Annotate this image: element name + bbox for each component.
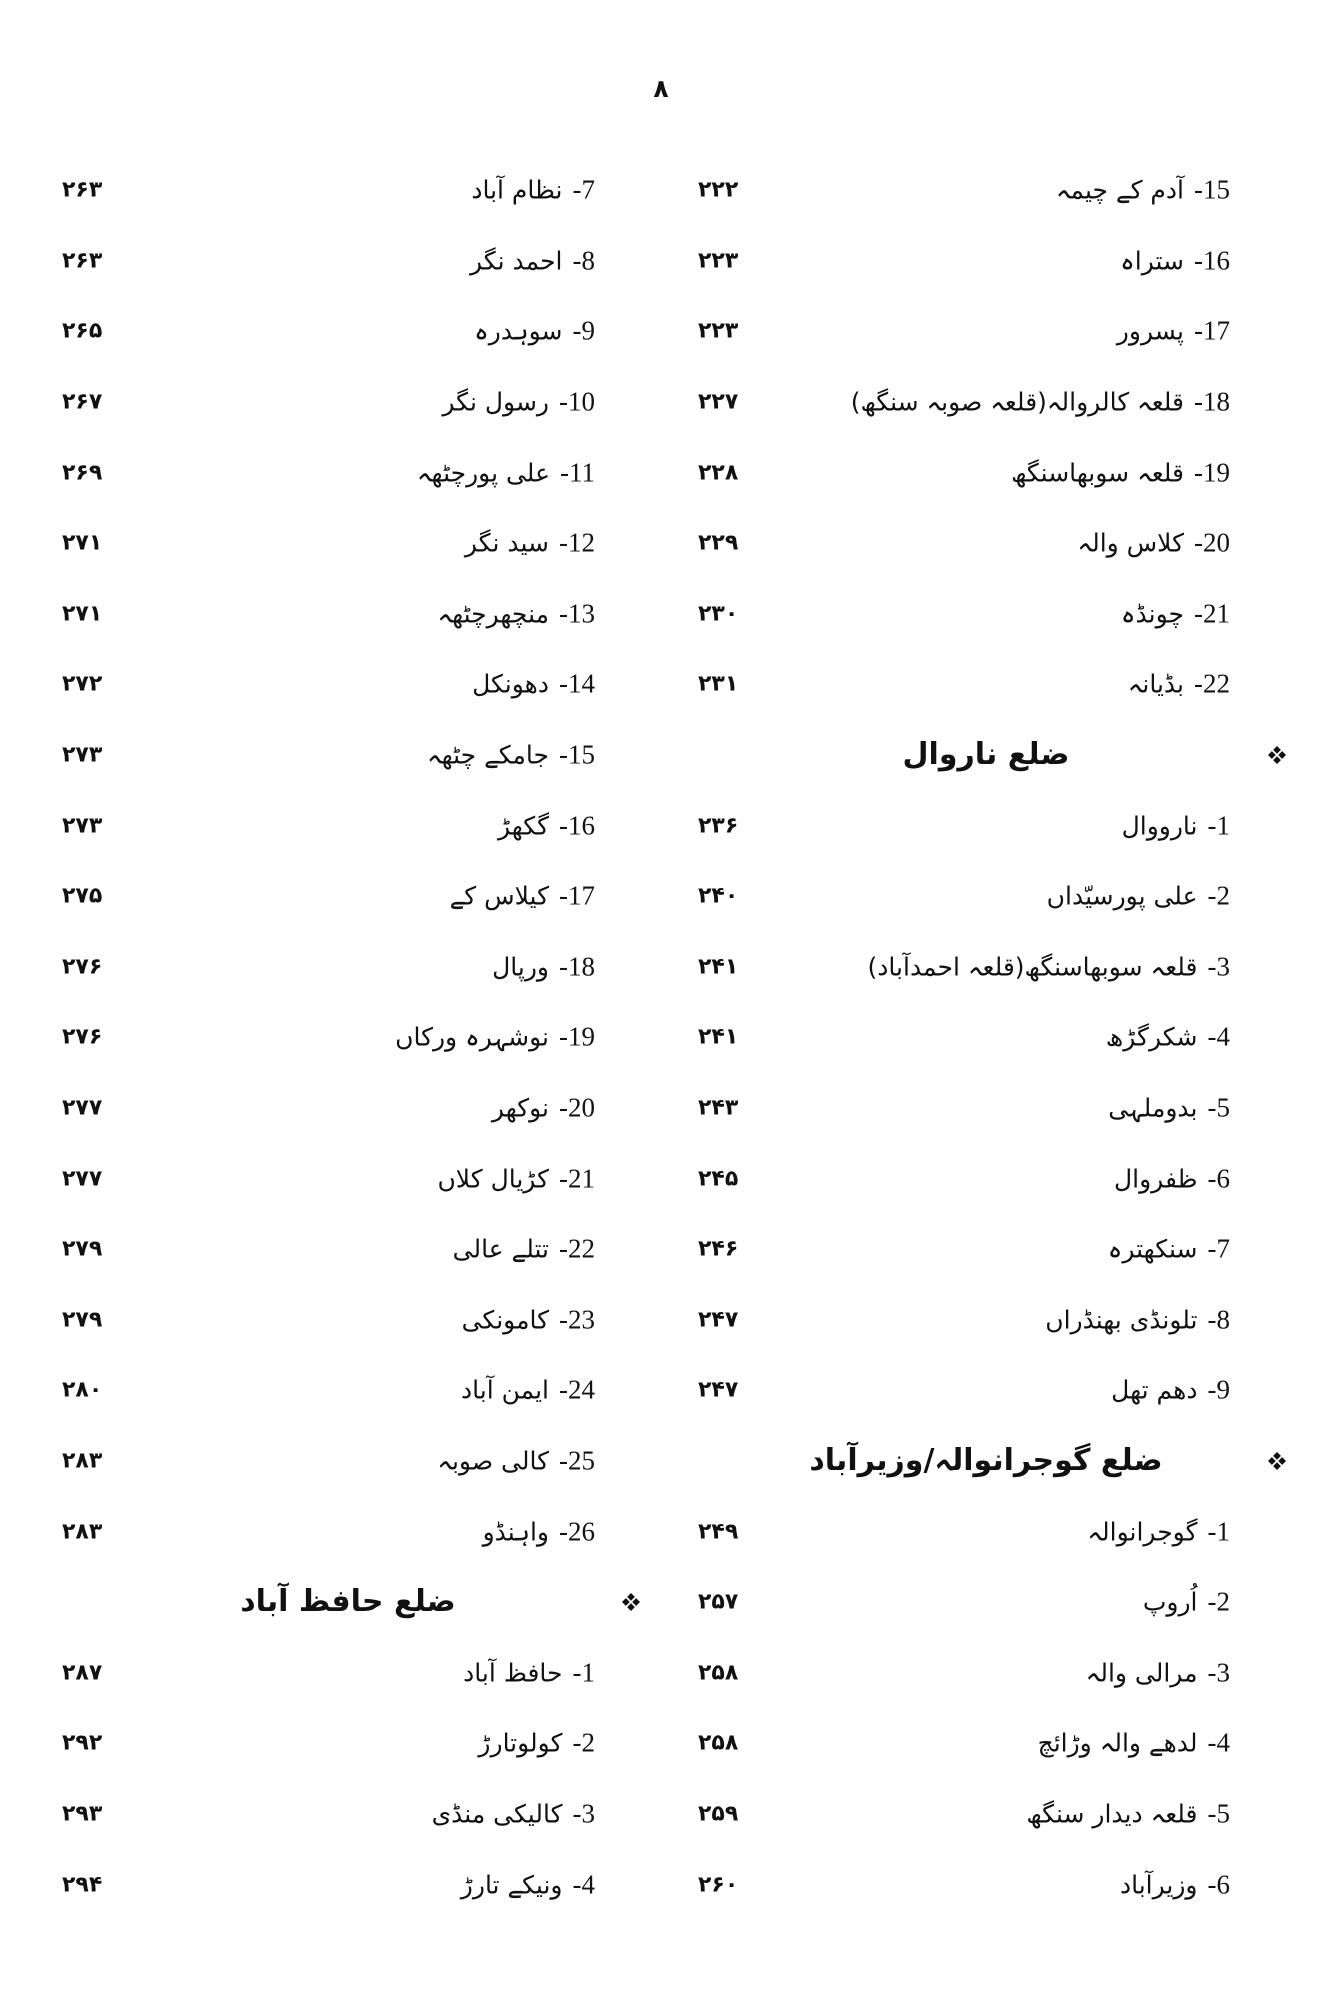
entry-number: 20- <box>1194 527 1230 558</box>
page-ref: ۲۸۷ <box>62 1660 103 1686</box>
entry-title: نارووال <box>1121 811 1198 841</box>
page-ref: ۲۶۳ <box>62 248 103 274</box>
entry-number: 18- <box>559 951 595 982</box>
entry-title: لدھے والہ وڑائچ <box>1037 1728 1198 1758</box>
toc-entry <box>680 1567 1292 1638</box>
entry-number: 17- <box>559 880 595 911</box>
entry-title: کالی صوبہ <box>437 1446 549 1476</box>
toc-entry <box>48 649 648 720</box>
entry-number: 21- <box>1194 598 1230 629</box>
entry-line <box>395 1022 595 1053</box>
entry-number: 10- <box>559 386 595 417</box>
entry-line <box>483 1516 595 1547</box>
page-ref: ۲۷۳ <box>62 742 103 768</box>
entry-title: علی پورچٹھہ <box>416 458 550 488</box>
page-ref: ۲۷۶ <box>62 954 103 980</box>
section-title: ضلع گوجرانوالہ/وزیرآباد <box>809 1442 1163 1478</box>
page-ref: ۲۳۰ <box>698 601 739 627</box>
entry-line <box>1086 1657 1230 1688</box>
page-ref: ۲۲۷ <box>698 389 739 415</box>
entry-number: 9- <box>572 315 595 346</box>
page-ref: ۲۷۵ <box>62 883 103 909</box>
entry-line <box>1108 1234 1230 1265</box>
toc-entry <box>48 932 648 1003</box>
page-ref: ۲۲۹ <box>698 530 739 556</box>
entry-title: کولوتارڑ <box>478 1728 563 1758</box>
entry-line <box>868 951 1230 982</box>
entry-title: بدوملہی <box>1108 1093 1198 1123</box>
entry-line <box>471 175 595 206</box>
page-ref: ۲۴۳ <box>698 1095 739 1121</box>
toc-column-right <box>680 155 1292 1920</box>
section-bullet <box>622 1593 640 1611</box>
entry-number: 16- <box>1194 245 1230 276</box>
entry-number: 11- <box>560 457 595 488</box>
entry-line <box>1120 1869 1230 1900</box>
toc-entry <box>680 1779 1292 1850</box>
entry-number: 4- <box>572 1869 595 1900</box>
page-ref: ۲۴۶ <box>698 1236 739 1262</box>
entry-title: علی پورسیّداں <box>1046 881 1198 911</box>
entry-line <box>498 810 595 841</box>
page-ref: ۲۹۲ <box>62 1730 103 1756</box>
entry-number: 24- <box>559 1374 595 1405</box>
entry-line <box>1106 1022 1230 1053</box>
entry-line <box>1011 457 1230 488</box>
section-header <box>48 1567 648 1638</box>
page-ref: ۲۶۳ <box>62 177 103 203</box>
section-bullet-icon <box>1268 1452 1286 1470</box>
page-ref: ۲۹۳ <box>62 1801 103 1827</box>
toc-entry <box>680 790 1292 861</box>
toc-entry <box>48 1708 648 1779</box>
page-ref: ۲۴۹ <box>698 1519 739 1545</box>
entry-title: دھونکل <box>472 669 549 699</box>
entry-number: 19- <box>1194 457 1230 488</box>
entry-title: اُروپ <box>1142 1587 1198 1617</box>
entry-line <box>1120 245 1230 276</box>
entry-number: 3- <box>1207 1657 1230 1688</box>
entry-number: 22- <box>1194 668 1230 699</box>
page-ref: ۲۲۸ <box>698 460 739 486</box>
entry-line <box>1045 1304 1230 1335</box>
entry-title: بڈیانہ <box>1127 669 1184 699</box>
entry-number: 9- <box>1207 1374 1230 1405</box>
entry-title: ظفروال <box>1113 1164 1198 1194</box>
entry-line <box>461 1869 595 1900</box>
toc-entry <box>48 1779 648 1850</box>
page-ref: ۲۴۵ <box>698 1166 739 1192</box>
entry-line <box>453 1234 595 1265</box>
entry-number: 2- <box>572 1727 595 1758</box>
page-ref: ۲۶۷ <box>62 389 103 415</box>
entry-title: چونڈہ <box>1120 599 1184 629</box>
entry-line <box>851 387 1230 418</box>
entry-title: ونیکے تارڑ <box>460 1870 563 1900</box>
toc-entry <box>48 790 648 861</box>
entry-number: 4- <box>1207 1727 1230 1758</box>
entry-line <box>492 1093 595 1124</box>
entry-number: 15- <box>559 739 595 770</box>
toc-entry <box>680 1708 1292 1779</box>
entry-number: 8- <box>1207 1304 1230 1335</box>
entry-title: حافظ آباد <box>463 1658 563 1688</box>
entry-line <box>442 387 595 418</box>
entry-line <box>432 1798 595 1829</box>
entry-title: تتلے عالی <box>452 1234 549 1264</box>
page-ref: ۲۷۲ <box>62 671 103 697</box>
toc-entry <box>680 1849 1292 1920</box>
entry-title: منچھرچٹھہ <box>437 599 549 629</box>
toc-entry <box>680 1496 1292 1567</box>
entry-line <box>478 1728 595 1759</box>
entry-number: 5- <box>1207 1798 1230 1829</box>
toc-entry <box>680 1002 1292 1073</box>
toc-entry <box>680 1285 1292 1356</box>
entry-line <box>492 951 595 982</box>
toc-entry <box>680 1355 1292 1426</box>
toc-entry <box>680 932 1292 1003</box>
toc-column-left <box>48 155 648 1920</box>
page-ref: ۲۷۷ <box>62 1166 103 1192</box>
entry-title: نوشہرہ ورکاں <box>395 1022 549 1052</box>
page-ref: ۲۵۹ <box>698 1801 739 1827</box>
entry-title: واہنڈو <box>482 1517 549 1547</box>
entry-line <box>1143 1587 1230 1618</box>
entry-line <box>1056 175 1230 206</box>
entry-number: 12- <box>559 527 595 558</box>
page-ref: ۲۴۱ <box>698 1024 739 1050</box>
entry-title: جامکے چٹھہ <box>426 740 549 770</box>
entry-number: 26- <box>559 1516 595 1547</box>
entry-line <box>1047 881 1230 912</box>
entry-line <box>461 1375 595 1406</box>
entry-title: کلاس والہ <box>1077 528 1184 558</box>
page-ref: ۲۸۰ <box>62 1377 103 1403</box>
toc-entry <box>48 1355 648 1426</box>
entry-line <box>437 1445 595 1476</box>
toc-entry <box>680 367 1292 438</box>
page-ref: ۲۴۷ <box>698 1307 739 1333</box>
toc-entry <box>680 1073 1292 1144</box>
entry-number: 3- <box>572 1798 595 1829</box>
entry-title: نوکھر <box>491 1093 549 1123</box>
toc-entry <box>48 1637 648 1708</box>
section-bullet-icon <box>1268 746 1286 764</box>
entry-number: 7- <box>1207 1233 1230 1264</box>
entry-number: 25- <box>559 1445 595 1476</box>
toc-entry <box>48 861 648 932</box>
entry-title: کیلاس کے <box>449 881 549 911</box>
page-ref: ۲۷۶ <box>62 1024 103 1050</box>
entry-line <box>463 1657 595 1688</box>
entry-line <box>465 528 595 559</box>
entry-title: کڑیال کلاں <box>437 1164 549 1194</box>
entry-number: 22- <box>559 1233 595 1264</box>
entry-title: ورپال <box>492 952 549 982</box>
entry-line <box>1038 1728 1230 1759</box>
entry-title: کامونکی <box>461 1305 549 1335</box>
entry-line <box>1087 1516 1230 1547</box>
toc-entry <box>680 437 1292 508</box>
entry-number: 17- <box>1194 315 1230 346</box>
toc-entry <box>48 155 648 226</box>
entry-number: 8- <box>572 245 595 276</box>
page-ref: ۲۷۱ <box>62 601 103 627</box>
entry-line <box>437 598 595 629</box>
entry-number: 1- <box>572 1657 595 1688</box>
entry-number: 5- <box>1207 1092 1230 1123</box>
toc-entry <box>48 296 648 367</box>
toc-entry <box>680 1637 1292 1708</box>
entry-title: وزیرآباد <box>1119 1870 1198 1900</box>
section-bullet <box>1268 746 1286 764</box>
page-ref: ۲۵۸ <box>698 1730 739 1756</box>
toc-entry <box>48 226 648 297</box>
entry-line <box>1108 1093 1230 1124</box>
entry-title: نظام آباد <box>471 175 563 205</box>
entry-title: پسرور <box>1116 316 1184 346</box>
entry-title: قلعہ دیدار سنگھ <box>1026 1799 1198 1829</box>
entry-number: 16- <box>559 810 595 841</box>
entry-number: 1- <box>1207 810 1230 841</box>
entry-line <box>417 457 595 488</box>
entry-number: 6- <box>1207 1163 1230 1194</box>
entry-line <box>437 1163 595 1194</box>
page-ref: ۲۶۰ <box>698 1872 739 1898</box>
toc-entry <box>48 1496 648 1567</box>
entry-line <box>1117 316 1230 347</box>
entry-number: 3- <box>1207 951 1230 982</box>
entry-number: 4- <box>1207 1021 1230 1052</box>
toc-entry <box>48 720 648 791</box>
page-number: ۸ <box>653 74 669 103</box>
section-header <box>680 720 1292 791</box>
page-ref: ۲۹۴ <box>62 1872 103 1898</box>
page-ref: ۲۷۷ <box>62 1095 103 1121</box>
page-ref: ۲۸۳ <box>62 1448 103 1474</box>
entry-number: 6- <box>1207 1869 1230 1900</box>
entry-title: احمد نگر <box>470 246 563 276</box>
page-ref: ۲۸۳ <box>62 1519 103 1545</box>
toc-entry <box>48 367 648 438</box>
toc-entry <box>48 1073 648 1144</box>
entry-title: قلعہ سوبھاسنگھ <box>1011 458 1184 488</box>
page-ref: ۲۲۳ <box>698 318 739 344</box>
entry-number: 23- <box>559 1304 595 1335</box>
entry-line <box>1121 598 1230 629</box>
page-ref: ۲۶۵ <box>62 318 103 344</box>
entry-line <box>450 881 595 912</box>
toc-entry <box>680 579 1292 650</box>
entry-number: 7- <box>572 174 595 205</box>
toc-entry <box>48 437 648 508</box>
entry-title: گوجرانوالہ <box>1087 1517 1198 1547</box>
toc-entry <box>48 1214 648 1285</box>
page-ref: ۲۴۷ <box>698 1377 739 1403</box>
entry-title: قلعہ سوبھاسنگھ(قلعہ احمدآباد) <box>867 952 1198 982</box>
page-ref: ۲۵۸ <box>698 1660 739 1686</box>
toc-entry <box>48 1002 648 1073</box>
entry-line <box>1122 810 1230 841</box>
section-bullet-icon <box>622 1593 640 1611</box>
page-ref: ۲۷۹ <box>62 1307 103 1333</box>
section-header <box>680 1426 1292 1497</box>
entry-line <box>427 740 595 771</box>
page-ref: ۲۴۰ <box>698 883 739 909</box>
page-ref: ۲۴۱ <box>698 954 739 980</box>
page-ref: ۲۳۶ <box>698 813 739 839</box>
entry-title: سنکھترہ <box>1107 1234 1198 1264</box>
toc-entry <box>680 1214 1292 1285</box>
entry-number: 1- <box>1207 1516 1230 1547</box>
entry-title: تلونڈی بھنڈراں <box>1045 1305 1198 1335</box>
entry-number: 18- <box>1194 386 1230 417</box>
page-ref: ۲۲۲ <box>698 177 739 203</box>
entry-line <box>470 245 595 276</box>
entry-title: قلعہ کالروالہ(قلعہ صوبہ سنگھ) <box>850 387 1184 417</box>
page-ref: ۲۳۱ <box>698 671 739 697</box>
entry-number: 2- <box>1207 880 1230 911</box>
entry-title: گکھڑ <box>497 811 549 841</box>
toc-entry <box>680 226 1292 297</box>
entry-title: سید نگر <box>464 528 549 558</box>
toc-entry <box>680 861 1292 932</box>
entry-title: مرالی والہ <box>1085 1658 1198 1688</box>
toc-entry <box>680 155 1292 226</box>
entry-number: 2- <box>1207 1586 1230 1617</box>
toc-entry <box>680 649 1292 720</box>
entry-line <box>1077 528 1230 559</box>
entry-number: 14- <box>559 668 595 699</box>
entry-title: ایمن آباد <box>461 1375 549 1405</box>
toc-entry <box>48 579 648 650</box>
entry-number: 20- <box>559 1092 595 1123</box>
page-ref: ۲۲۳ <box>698 248 739 274</box>
section-title: ضلع حافظ آباد <box>240 1583 456 1619</box>
toc-entry <box>680 508 1292 579</box>
section-bullet <box>1268 1452 1286 1470</box>
entry-title: سوہدرہ <box>474 316 563 346</box>
entry-title: آدم کے چیمہ <box>1055 175 1184 205</box>
entry-title: شکرگڑھ <box>1105 1022 1198 1052</box>
entry-line <box>472 669 595 700</box>
page-ref: ۲۷۹ <box>62 1236 103 1262</box>
entry-title: کالیکی منڈی <box>431 1799 563 1829</box>
page-ref: ۲۷۱ <box>62 530 103 556</box>
toc-entry <box>48 508 648 579</box>
entry-title: رسول نگر <box>442 387 549 417</box>
toc-entry <box>680 296 1292 367</box>
toc-entry <box>48 1143 648 1214</box>
page-ref: ۲۷۳ <box>62 813 103 839</box>
toc-entry <box>48 1426 648 1497</box>
entry-line <box>462 1304 595 1335</box>
entry-line <box>1114 1163 1230 1194</box>
entry-title: دھم تھل <box>1111 1375 1198 1405</box>
entry-number: 13- <box>559 598 595 629</box>
toc-entry <box>48 1285 648 1356</box>
section-title: ضلع ناروال <box>902 736 1070 772</box>
entry-line <box>1111 1375 1230 1406</box>
entry-title: ستراہ <box>1120 246 1184 276</box>
page-ref: ۲۶۹ <box>62 460 103 486</box>
toc-entry <box>680 1143 1292 1214</box>
entry-number: 19- <box>559 1021 595 1052</box>
page-ref: ۲۵۷ <box>698 1589 739 1615</box>
entry-line <box>1128 669 1230 700</box>
toc-entry <box>48 1849 648 1920</box>
entry-number: 15- <box>1194 174 1230 205</box>
entry-number: 21- <box>559 1163 595 1194</box>
entry-line <box>1026 1798 1230 1829</box>
entry-line <box>474 316 595 347</box>
